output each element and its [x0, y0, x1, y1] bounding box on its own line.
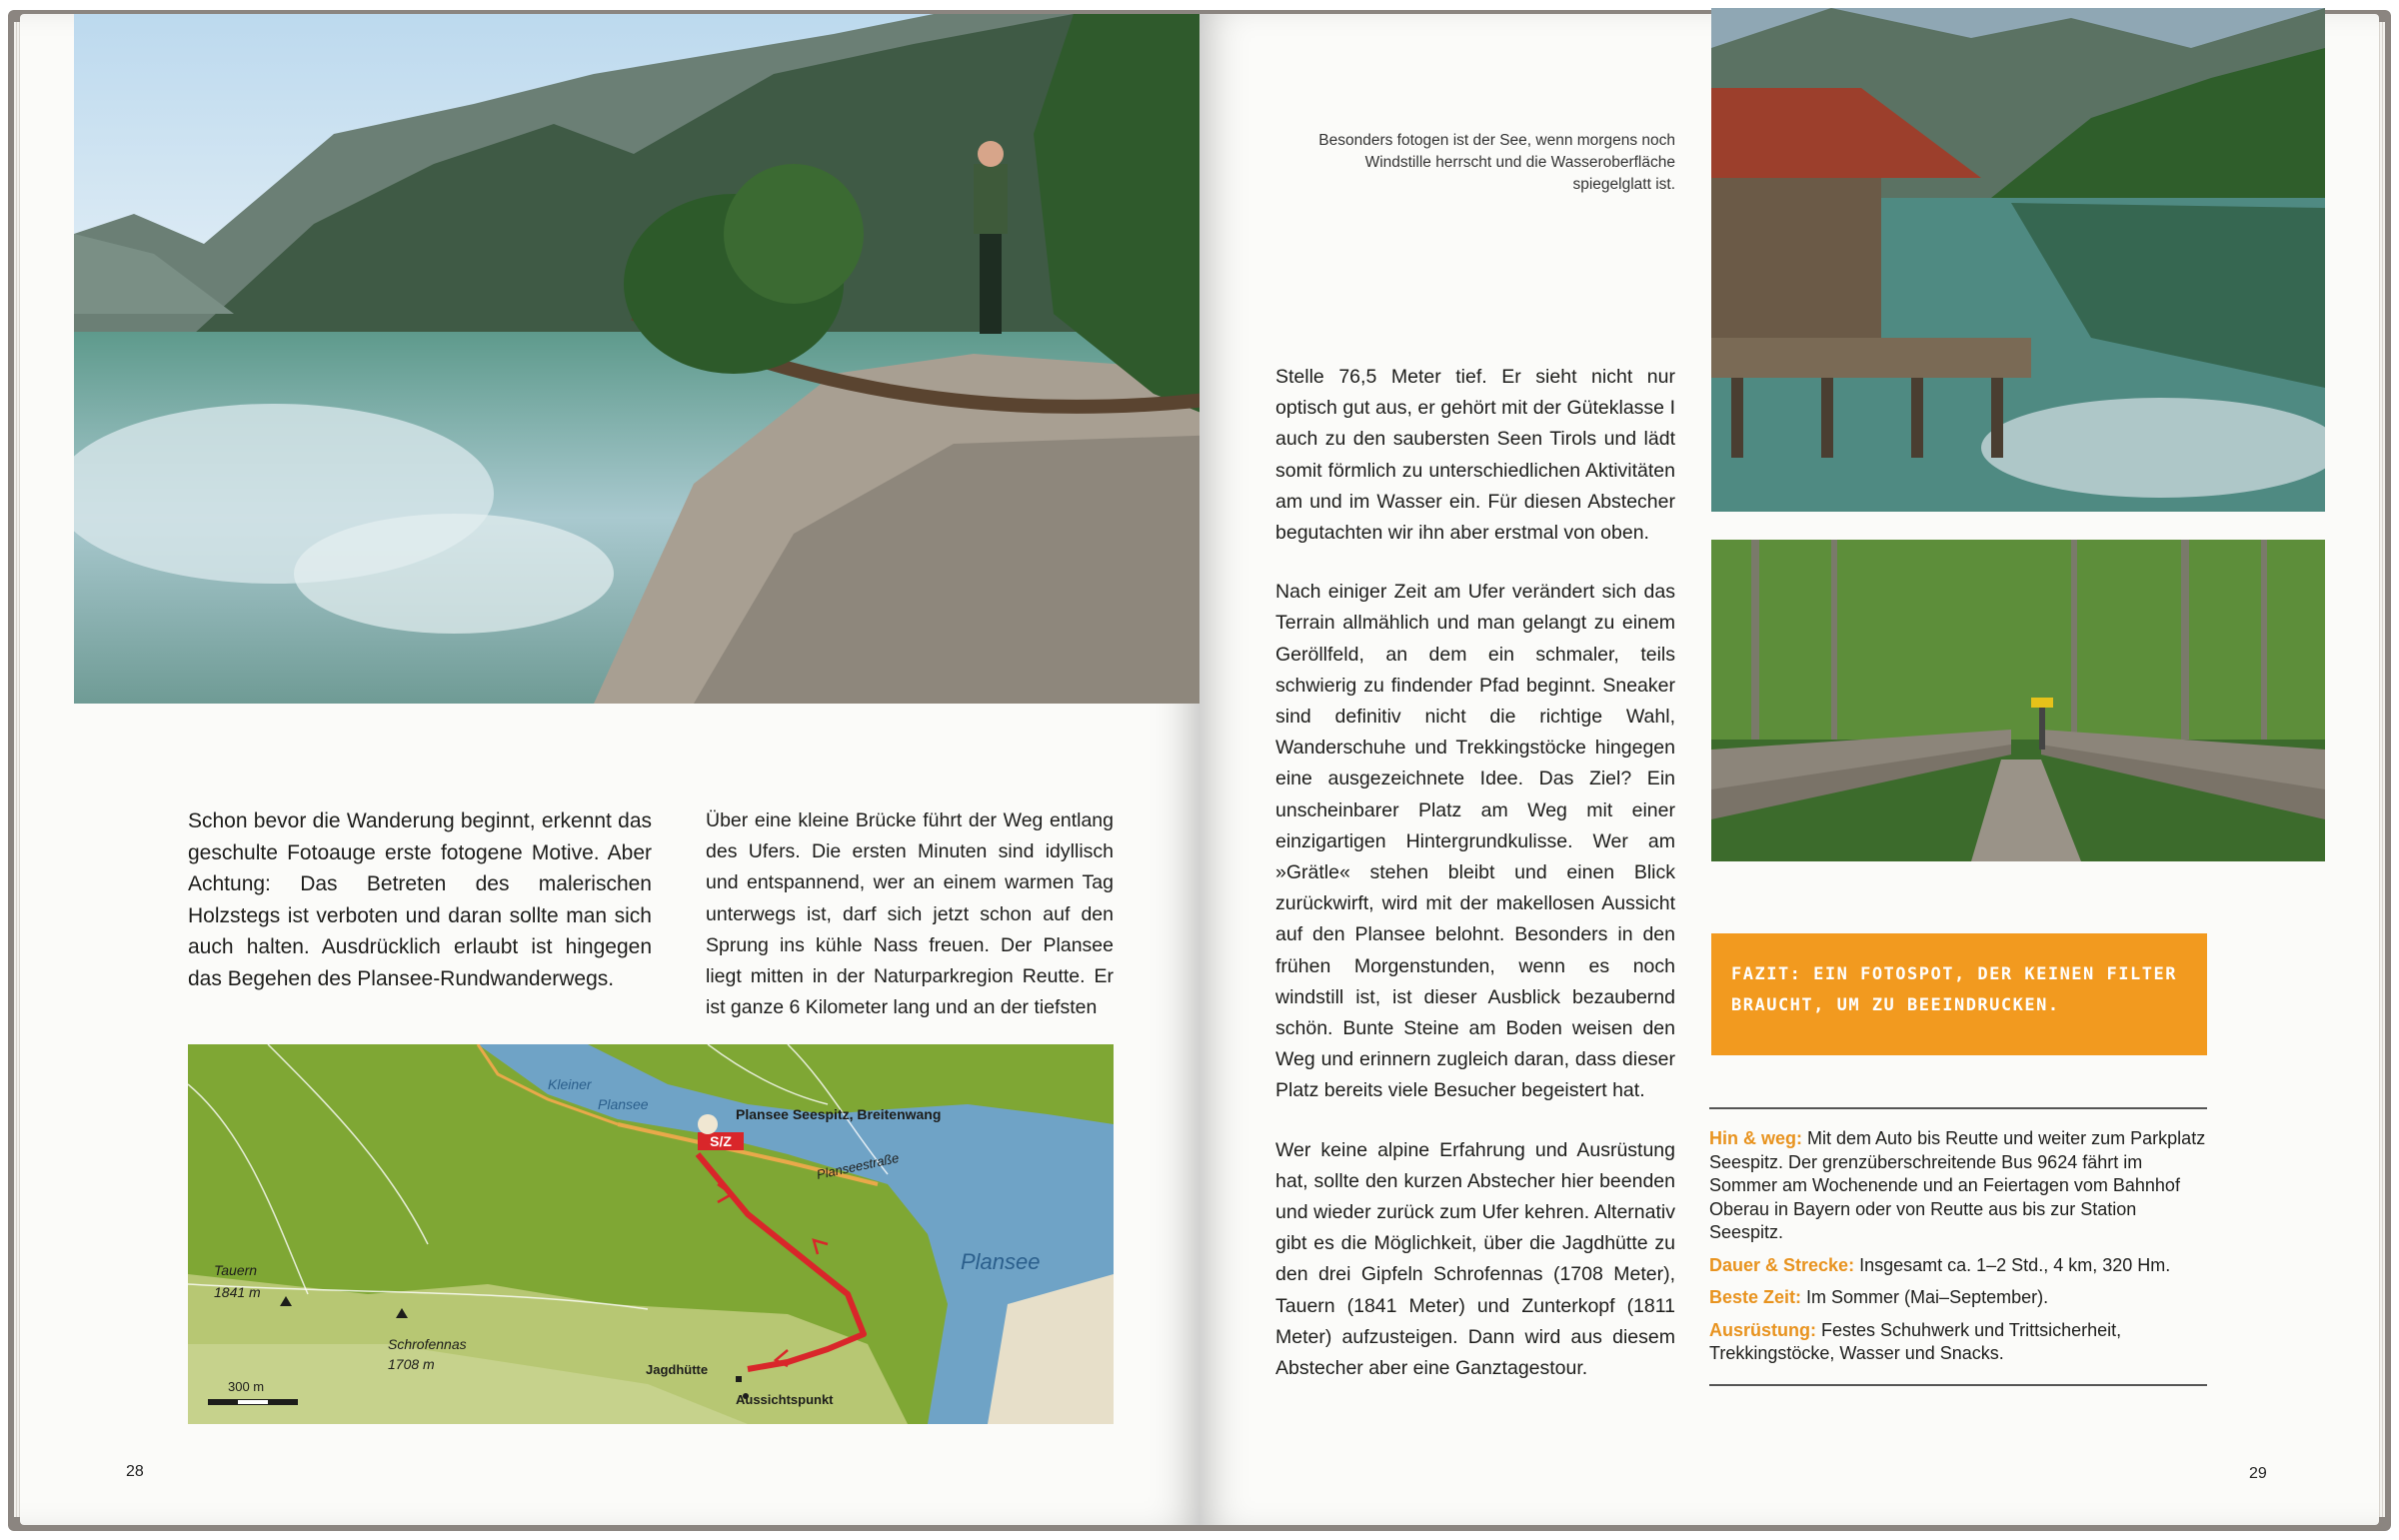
map-label-schrofennas-height: 1708 m — [388, 1356, 435, 1372]
info-best-time — [1709, 1286, 2207, 1310]
left-column-2-text: Über eine kleine Brücke führt der Weg entlang des Ufers. Die ersten Minuten sind idyllisch und entspannend, wer an einem warmen Tag unterwegs ist, darf sich jetzt schon auf den Sprung ins kühle Nass freuen. Der Plansee liegt mitten in der Naturparkregion Reutte. Er ist ganze 6 Kilometer lang und an der tiefsten — [706, 809, 1114, 1019]
map-label-plansee: Plansee — [961, 1249, 1041, 1274]
map-label-tauern-height: 1841 m — [214, 1284, 261, 1300]
map-label-aussichtspunkt: Aussichtspunkt — [736, 1392, 834, 1407]
info-box — [1709, 1107, 2207, 1386]
page-number-right: 29 — [2249, 1465, 2267, 1482]
photo-wooden-bridge — [1711, 540, 2325, 861]
info-text: Festes Schuhwerk und Trittsicherheit, Trekkingstöcke, Wasser und Snacks. — [1709, 1319, 2122, 1363]
info-label: Hin & weg: — [1709, 1128, 1802, 1148]
map-label-planseestrasse: Planseestraße — [815, 1149, 901, 1182]
right-paragraph-3: Wer keine alpine Erfahrung und Ausrüstung hat, sollte den kurzen Abstecher hier beenden und wieder zurück zum Ufer kehren. Alternativ gibt es die Möglichkeit, über die Jagdhütte zu den drei Gipfeln Schrofennas (1708 Meter), Tauern (1841 Meter) und Zunterkopf (1811 Meter) aufzusteigen. Dann wird aus diesem Abstecher aber eine Ganztagestour. — [1275, 1138, 1675, 1380]
photo-boathouse — [1711, 8, 2325, 512]
info-travel — [1709, 1127, 2207, 1245]
photo-lake-leaning-tree — [74, 14, 1253, 704]
map-label-kleiner-plansee-1: Kleiner — [548, 1076, 592, 1092]
map-label-schrofennas: Schrofennas — [388, 1336, 467, 1352]
map-scale-label: 300 m — [228, 1379, 265, 1394]
map-label-plansee-seespitz: Plansee Seespitz, Breitenwang — [736, 1106, 942, 1122]
info-text: Im Sommer (Mai–September). — [1806, 1287, 2049, 1307]
photo-caption: Besonders fotogen ist der See, wenn morgens noch Windstille herrscht und die Wasseroberfläche spiegelglatt ist. — [1318, 132, 1675, 193]
right-body-text — [1275, 362, 1675, 1412]
info-label: Ausrüstung: — [1709, 1319, 1816, 1340]
route-map — [188, 1044, 1114, 1424]
page-number-left: 28 — [126, 1463, 144, 1480]
info-text: Mit dem Auto bis Reutte und weiter zum Parkplatz Seespitz. Der grenzüberschreitende Bus 9624 fährt im Sommer am Wochenende und an Feiertagen vom Bahnhof Oberau in Bayern oder von Reutte aus bis zur Station Seespitz. — [1709, 1128, 2206, 1242]
info-duration — [1709, 1254, 2207, 1278]
map-label-start-ziel: S/Z — [710, 1133, 732, 1149]
fazit-box: FAZIT: EIN FOTOSPOT, DER KEINEN FILTER BRAUCHT, UM ZU BEEINDRUCKEN. — [1711, 933, 2207, 1055]
info-text: Insgesamt ca. 1–2 Std., 4 km, 320 Hm. — [1859, 1254, 2171, 1275]
info-equipment — [1709, 1319, 2207, 1366]
map-label-jagdhuette: Jagdhütte — [646, 1362, 709, 1377]
right-paragraph-1: Stelle 76,5 Meter tief. Er sieht nicht nur optisch gut aus, er gehört mit der Güteklasse I auch zu den saubersten Seen Tirols und lädt somit förmlich zu unterschiedlichen Aktivitäten am und im Wasser ein. Für diesen Abstecher begutachten wir ihn aber erstmal von oben. — [1275, 366, 1675, 545]
hut-icon — [736, 1376, 742, 1382]
info-label: Beste Zeit: — [1709, 1287, 1802, 1307]
info-label: Dauer & Strecke: — [1709, 1254, 1855, 1275]
right-paragraph-2: Nach einiger Zeit am Ufer verändert sich das Terrain allmählich und man gelangt zu einem Geröllfeld, an dem ein schmaler, teils schwierig zu findender Pfad beginnt. Sneaker sind definitiv nicht die richtige Wahl, Wanderschuhe und Trekkingstöcke hingegen eine ausgezeichnete Idee. Das Ziel? Ein unscheinbarer Platz am Weg mit einer einzigartigen Hintergrundkulisse. Wer am »Grätle« stehen bleibt und einen Blick zurückwirft, wird mit der makellosen Aussicht auf den Plansee belohnt. Besonders in den frühen Morgenstunden, wenn es noch windstill ist, ist dieser Ausblick bezaubernd schön. Bunte Steine am Boden weisen den Weg und erinnern zugleich daran, dass dieser Platz bereits viele Besucher begeistert hat. — [1275, 581, 1675, 1102]
map-label-kleiner-plansee-2: Plansee — [598, 1096, 649, 1112]
left-column-1-text: Schon bevor die Wanderung beginnt, erkennt das geschulte Fotoauge erste fotogene Motive. Aber Achtung: Das Betreten des malerischen Holzstegs ist verboten und daran sollte man sich auch halten. Ausdrücklich erlaubt ist hingegen das Begehen des Plansee-Rundwanderwegs. — [188, 809, 652, 990]
map-label-tauern: Tauern — [214, 1262, 258, 1278]
